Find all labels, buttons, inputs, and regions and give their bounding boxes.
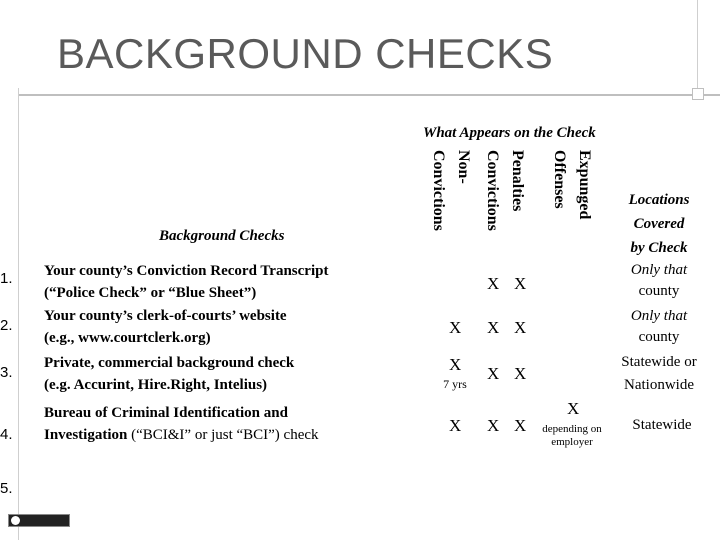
table-row <box>44 402 319 446</box>
penalties-mark: X <box>514 416 527 435</box>
row-locations <box>609 306 709 348</box>
frame-left-line <box>18 88 19 540</box>
table-row <box>44 305 287 349</box>
locations-header-line1: Locations <box>628 192 690 208</box>
penalties-mark: X <box>514 364 527 383</box>
row-locations <box>607 351 711 397</box>
penalties-mark: X <box>514 318 527 337</box>
col-penalties: Penalties <box>509 150 526 212</box>
group-header: What Appears on the Check <box>423 125 596 141</box>
loc-line1: Statewide <box>632 417 692 433</box>
loc-line1: Only that <box>630 262 688 278</box>
row-description-normal: (“BCI&I” or just “BCI”) check <box>127 427 319 443</box>
frame-corner-square <box>692 88 704 100</box>
title-underline <box>18 94 720 96</box>
row-description-line2: (e.g., www.courtclerk.org) <box>44 330 211 346</box>
loc-line1: Only that <box>630 308 688 324</box>
cc-circle-icon <box>11 516 20 525</box>
row-header: Background Checks <box>159 228 285 244</box>
convictions-mark: X <box>487 318 500 337</box>
loc-line1: Statewide or <box>621 354 697 370</box>
slide-title: BACKGROUND CHECKS <box>57 30 554 77</box>
row-description-line1: Your county’s Conviction Record Transcript <box>44 263 329 279</box>
row-locations <box>609 260 709 302</box>
non-convictions-mark: X <box>449 355 462 374</box>
locations-header-line2: Covered <box>633 216 685 232</box>
loc-italic <box>631 262 687 278</box>
expunged-mark: X <box>567 399 580 418</box>
row-description-line1: Private, commercial background check <box>44 355 295 371</box>
col-convictions: Convictions <box>484 150 501 231</box>
expunged-note <box>536 423 608 449</box>
non-convictions-note: 7 yrs <box>443 377 467 391</box>
row-description-line1: Bureau of Criminal Identification and <box>44 405 288 421</box>
row-number: 4. <box>0 426 13 443</box>
row-description-line2 <box>44 424 319 446</box>
table-row <box>44 260 328 304</box>
convictions-mark: X <box>487 274 500 293</box>
col-non-convictions-line2: Convictions <box>430 150 447 231</box>
convictions-mark: X <box>487 364 500 383</box>
loc-line2: county <box>638 283 680 299</box>
row-description-line2: (“Police Check” or “Blue Sheet”) <box>44 285 257 301</box>
col-non-convictions-line1: Non- <box>455 150 472 184</box>
row-description-line1: Your county’s clerk-of-courts’ website <box>44 308 287 324</box>
non-convictions-mark: X <box>449 416 462 435</box>
row-description-bold: Investigation <box>44 427 128 443</box>
loc-line2: Nationwide <box>624 377 694 393</box>
row-number: 1. <box>0 270 13 287</box>
expunged-note-line2: employer <box>551 436 593 448</box>
row-locations <box>612 414 712 437</box>
row-number: 3. <box>0 364 13 381</box>
frame-right-line <box>697 0 698 88</box>
loc-line2: county <box>638 329 680 345</box>
license-badge-icon <box>8 514 70 527</box>
expunged-note-line1: depending on <box>542 423 602 435</box>
row-number: 5. <box>0 480 13 497</box>
table-row <box>44 352 294 396</box>
row-number: 2. <box>0 317 13 334</box>
row-description-line2: (e.g. Accurint, Hire.Right, Intelius) <box>44 377 268 393</box>
col-expunged-line1: Expunged <box>576 150 593 220</box>
locations-header <box>609 188 709 260</box>
col-expunged-line2: Offenses <box>551 150 568 209</box>
convictions-mark: X <box>487 416 500 435</box>
penalties-mark: X <box>514 274 527 293</box>
locations-header-line3: by Check <box>630 240 688 256</box>
non-convictions-mark: X <box>449 318 462 337</box>
